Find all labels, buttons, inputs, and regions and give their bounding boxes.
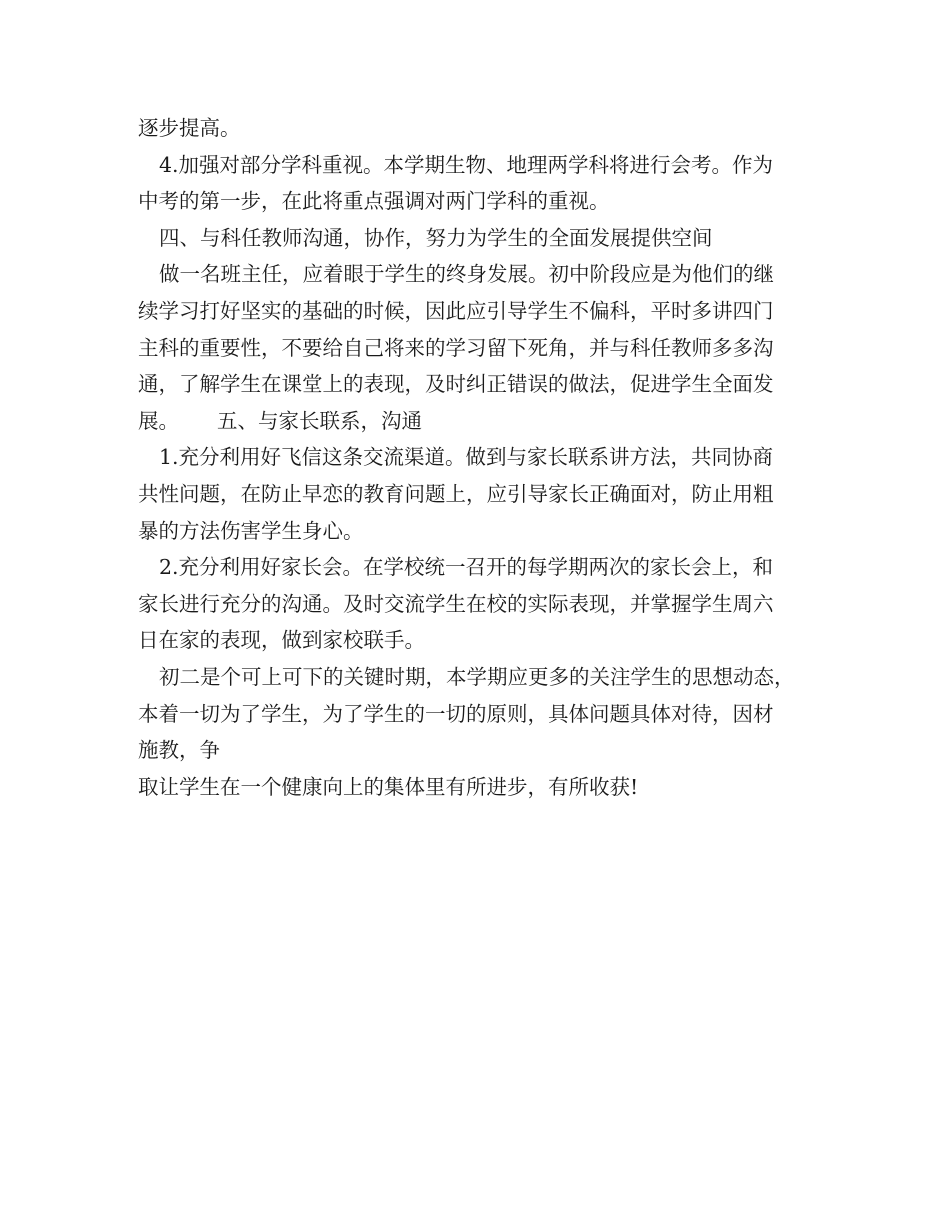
document-body xyxy=(138,110,828,805)
text-line: 日在家的表现，做到家校联手。 xyxy=(138,628,425,653)
text-line: 通，了解学生在课堂上的表现，及时纠正错误的做法，促进学生全面发 xyxy=(138,372,774,397)
list-item: 1.充分利用好飞信这条交流渠道。做到与家长联系讲方法，共同协商 xyxy=(159,445,774,470)
list-item: 2.充分利用好家长会。在学校统一召开的每学期两次的家长会上，和 xyxy=(159,555,774,580)
section-heading: 四、与科任教师沟通，协作，努力为学生的全面发展提供空间 xyxy=(159,225,713,250)
text-line: 中考的第一步，在此将重点强调对两门学科的重视。 xyxy=(138,189,610,214)
text-line: 主科的重要性，不要给自己将来的学习留下死角，并与科任教师多多沟 xyxy=(138,335,774,360)
paragraph-start: 做一名班主任，应着眼于学生的终身发展。初中阶段应是为他们的继 xyxy=(159,262,774,287)
text-fragment: 展。 xyxy=(138,408,179,433)
text-line: 暴的方法伤害学生身心。 xyxy=(138,518,364,543)
text-line: 取让学生在一个健康向上的集体里有所进步，有所收获! xyxy=(138,774,639,799)
text-line: 施教，争 xyxy=(138,738,220,763)
section-heading: 五、与家长联系，沟通 xyxy=(217,408,422,433)
text-line: 共性问题，在防止早恋的教育问题上，应引导家长正确面对，防止用粗 xyxy=(138,481,774,506)
list-item: 4.加强对部分学科重视。本学期生物、地理两学科将进行会考。作为 xyxy=(159,152,774,177)
paragraph-start: 初二是个可上可下的关键时期，本学期应更多的关注学生的思想动态， xyxy=(159,664,795,689)
text-line: 续学习打好坚实的基础的时候，因此应引导学生不偏科，平时多讲四门 xyxy=(138,298,774,323)
text-line: 本着一切为了学生，为了学生的一切的原则，具体问题具体对待，因材 xyxy=(138,701,774,726)
text-line: 逐步提高。 xyxy=(138,116,241,140)
text-line: 家长进行充分的沟通。及时交流学生在校的实际表现，并掌握学生周六 xyxy=(138,591,774,616)
text-line xyxy=(138,403,828,440)
